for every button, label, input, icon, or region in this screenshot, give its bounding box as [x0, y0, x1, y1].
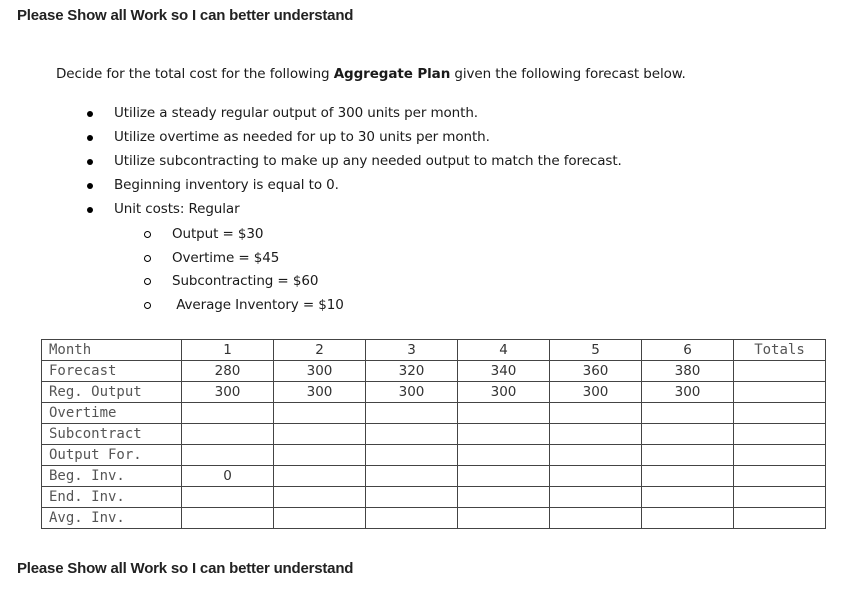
- table-cell: [182, 508, 274, 529]
- table-row: [42, 508, 826, 529]
- table-cell: 0: [182, 466, 274, 487]
- table-cell: [642, 445, 734, 466]
- table-header-cell: 1: [182, 340, 274, 361]
- table-cell: [458, 424, 550, 445]
- row-label: Output For.: [42, 445, 182, 466]
- bullet-dot-icon: [87, 135, 93, 141]
- table-cell: [642, 487, 734, 508]
- table-cell: 300: [458, 382, 550, 403]
- row-label: End. Inv.: [42, 487, 182, 508]
- table-cell: 300: [274, 382, 366, 403]
- sub-bullet-item: Average Inventory = $10: [142, 295, 344, 319]
- sub-bullet-item: Subcontracting = $60: [142, 271, 344, 295]
- table-cell: [734, 424, 826, 445]
- intro-bold: Aggregate Plan: [333, 66, 451, 82]
- table-row: [42, 424, 826, 445]
- table-cell: [642, 424, 734, 445]
- bullet-dot-icon: [87, 207, 93, 213]
- table-cell: 280: [182, 361, 274, 382]
- table-row: [42, 403, 826, 424]
- table-cell: [458, 508, 550, 529]
- bullet-item: Beginning inventory is equal to 0.: [84, 175, 622, 199]
- table-cell: [182, 403, 274, 424]
- hollow-bullet-icon: [144, 255, 151, 262]
- table-cell: [642, 403, 734, 424]
- table-cell: [366, 403, 458, 424]
- table-header-cell: Month: [42, 340, 182, 361]
- table-cell: [734, 382, 826, 403]
- table-cell: [734, 361, 826, 382]
- intro-prefix: Decide for the total cost for the following: [56, 66, 334, 82]
- sub-bullet-item: Output = $30: [142, 224, 344, 248]
- sub-bullet-list: [142, 224, 344, 318]
- table-header-row: [42, 340, 826, 361]
- table-header-cell: 5: [550, 340, 642, 361]
- table-cell: [642, 508, 734, 529]
- bullet-dot-icon: [87, 159, 93, 165]
- hollow-bullet-icon: [144, 231, 151, 238]
- bullet-item: Unit costs: Regular: [84, 199, 622, 223]
- table-cell: 380: [642, 361, 734, 382]
- table-cell: [182, 487, 274, 508]
- bullet-item: Utilize subcontracting to make up any needed output to match the forecast.: [84, 151, 622, 175]
- table-cell: [550, 508, 642, 529]
- table-cell: [734, 403, 826, 424]
- table-cell: [274, 424, 366, 445]
- row-label: Beg. Inv.: [42, 466, 182, 487]
- table-cell: 300: [642, 382, 734, 403]
- table-cell: [458, 403, 550, 424]
- bullet-dot-icon: [87, 183, 93, 189]
- row-label: Reg. Output: [42, 382, 182, 403]
- table-cell: [274, 403, 366, 424]
- table-row: [42, 361, 826, 382]
- table-cell: [366, 487, 458, 508]
- bullet-dot-icon: [87, 111, 93, 117]
- table-header-cell: 4: [458, 340, 550, 361]
- table-cell: 340: [458, 361, 550, 382]
- table-row: [42, 382, 826, 403]
- table-cell: [366, 424, 458, 445]
- table-cell: [550, 424, 642, 445]
- hollow-bullet-icon: [144, 278, 151, 285]
- table-row: [42, 445, 826, 466]
- row-label: Overtime: [42, 403, 182, 424]
- table-cell: [366, 508, 458, 529]
- table-header-cell: 3: [366, 340, 458, 361]
- table-cell: [274, 466, 366, 487]
- table-cell: [274, 508, 366, 529]
- table-cell: [458, 466, 550, 487]
- intro-text: [56, 66, 686, 82]
- table-cell: [458, 445, 550, 466]
- table-row: [42, 487, 826, 508]
- table-cell: [550, 445, 642, 466]
- table-cell: [550, 466, 642, 487]
- sub-bullet-item: Overtime = $45: [142, 248, 344, 272]
- row-label: Subcontract: [42, 424, 182, 445]
- table-cell: [550, 487, 642, 508]
- table-cell: 300: [366, 382, 458, 403]
- table-cell: [734, 445, 826, 466]
- table-cell: [734, 487, 826, 508]
- table-cell: [274, 487, 366, 508]
- aggregate-plan-table: [41, 339, 826, 529]
- table-cell: [366, 445, 458, 466]
- table-row: [42, 466, 826, 487]
- bullet-item: Utilize a steady regular output of 300 units per month.: [84, 103, 622, 127]
- table-header-cell: Totals: [734, 340, 826, 361]
- table-header-cell: 2: [274, 340, 366, 361]
- table-cell: [642, 466, 734, 487]
- page-heading-bottom: Please Show all Work so I can better understand: [17, 560, 354, 577]
- table-cell: [734, 508, 826, 529]
- table-cell: 300: [550, 382, 642, 403]
- table-cell: [366, 466, 458, 487]
- table-cell: [734, 466, 826, 487]
- table-cell: 360: [550, 361, 642, 382]
- table-cell: 300: [274, 361, 366, 382]
- row-label: Avg. Inv.: [42, 508, 182, 529]
- page-heading-top: Please Show all Work so I can better understand: [17, 7, 354, 24]
- table-cell: [274, 445, 366, 466]
- table-cell: 320: [366, 361, 458, 382]
- table-cell: 300: [182, 382, 274, 403]
- table-cell: [458, 487, 550, 508]
- table-header-cell: 6: [642, 340, 734, 361]
- bullet-list: [84, 103, 622, 223]
- hollow-bullet-icon: [144, 302, 151, 309]
- intro-suffix: given the following forecast below.: [450, 66, 686, 82]
- table-cell: [182, 445, 274, 466]
- bullet-item: Utilize overtime as needed for up to 30 units per month.: [84, 127, 622, 151]
- table-cell: [550, 403, 642, 424]
- row-label: Forecast: [42, 361, 182, 382]
- table-cell: [182, 424, 274, 445]
